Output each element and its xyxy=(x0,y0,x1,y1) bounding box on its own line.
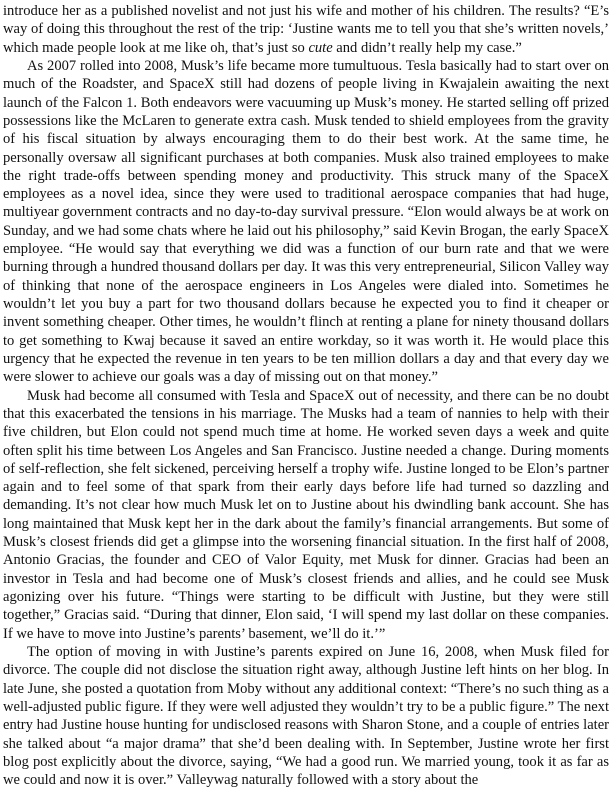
document-page xyxy=(3,2,609,789)
paragraph-text: introduce her as a published novelist and not just his wife and mother of his children. The results? “E’s way of doing this throughout the rest of the trip: ‘Justine wants me to tell you that she’s written novels,’ which made people look at me like oh, that’s just so xyxy=(3,3,609,56)
paragraph-text: As 2007 rolled into 2008, Musk’s life became more tumultuous. Tesla basically had to start over on much of the Roadster, and SpaceX still had dozens of people living in Kwajalein awaiting the next launch of the Falcon 1. Both endeavors were vacuuming up Musk’s money. He started selling off prized possessions like the McLaren to generate extra cash. Musk tended to shield employees from the gravity of his fiscal situation by always encouraging them to do their best work. At the same time, he personally oversaw all significant purchases at both companies. Musk also trained employees to make the right trade-offs between spending money and productivity. This struck many of the SpaceX employees as a novel idea, since they were used to traditional aerospace companies that had huge, multiyear government contracts and no day-to-day survival pressure. “Elon would always be at work on Sunday, and we had some chats where he laid out his philosophy,” said Kevin Brogan, the early SpaceX employee. “He would say that everything we did was a function of our burn rate and that we were burning through a hundred thousand dollars per day. It was this very entrepreneurial, Silicon Valley way of thinking that none of the aerospace engineers in Los Angeles were dialed into. Sometimes he wouldn’t let you buy a part for two thousand dollars because he expected you to find it cheaper or invent something cheaper. Other times, he wouldn’t flinch at renting a plane for ninety thousand dollars to get something to Kwaj because it saved an entire workday, so it was worth it. He would place this urgency that he expected the revenue in ten years to be ten million dollars a day and that every day we were slower to achieve our goals was a day of missing out on that money.” xyxy=(3,57,609,386)
paragraph-2 xyxy=(3,57,609,387)
paragraph-text: and didn’t really help my case.” xyxy=(332,39,522,56)
paragraph-1 xyxy=(3,2,609,57)
italic-word: cute xyxy=(308,39,333,56)
paragraph-text: The option of moving in with Justine’s parents expired on June 16, 2008, when Musk filed for divorce. The couple did not disclose the situation right away, although Justine left hints on her blog. In late June, she posted a quotation from Moby without any additional context: “There’s no such thing as a well-adjusted public figure. If they were well adjusted they wouldn’t try to be a public figure.” The next entry had Justine house hunting for undisclosed reasons with Sharon Stone, and a couple of entries later she talked about “a major drama” that she’d been dealing with. In September, Justine wrote her first blog post explicitly about the divorce, saying, “We had a good run. We married young, took it as far as we could and now it is over.” Valleywag naturally followed with a story about the xyxy=(3,643,609,789)
paragraph-text: Musk had become all consumed with Tesla and SpaceX out of necessity, and there can be no doubt that this exacerbated the tensions in his marriage. The Musks had a team of nannies to help with their five children, but Elon could not spend much time at home. He worked seven days a week and quite often split his time between Los Angeles and San Francisco. Justine needed a change. During moments of self-reflection, she felt sickened, perceiving herself a trophy wife. Justine longed to be Elon’s partner again and to feel some of that spark from their early days before life had turned so dazzling and demanding. It’s not clear how much Musk let on to Justine about his dwindling bank account. She has long maintained that Musk kept her in the dark about the family’s financial arrangements. But some of Musk’s closest friends did get a glimpse into the worsening financial situation. In the first half of 2008, Antonio Gracias, the founder and CEO of Valor Equity, met Musk for dinner. Gracias had been an investor in Tesla and had become one of Musk’s closest friends and allies, and he could see Musk agonizing over his future. “Things were starting to be difficult with Justine, but they were still together,” Gracias said. “During that dinner, Elon said, ‘I will spend my last dollar on these companies. If we have to move into Justine’s parents’ basement, we’ll do it.’” xyxy=(3,387,609,642)
paragraph-4 xyxy=(3,643,609,790)
paragraph-3 xyxy=(3,387,609,643)
